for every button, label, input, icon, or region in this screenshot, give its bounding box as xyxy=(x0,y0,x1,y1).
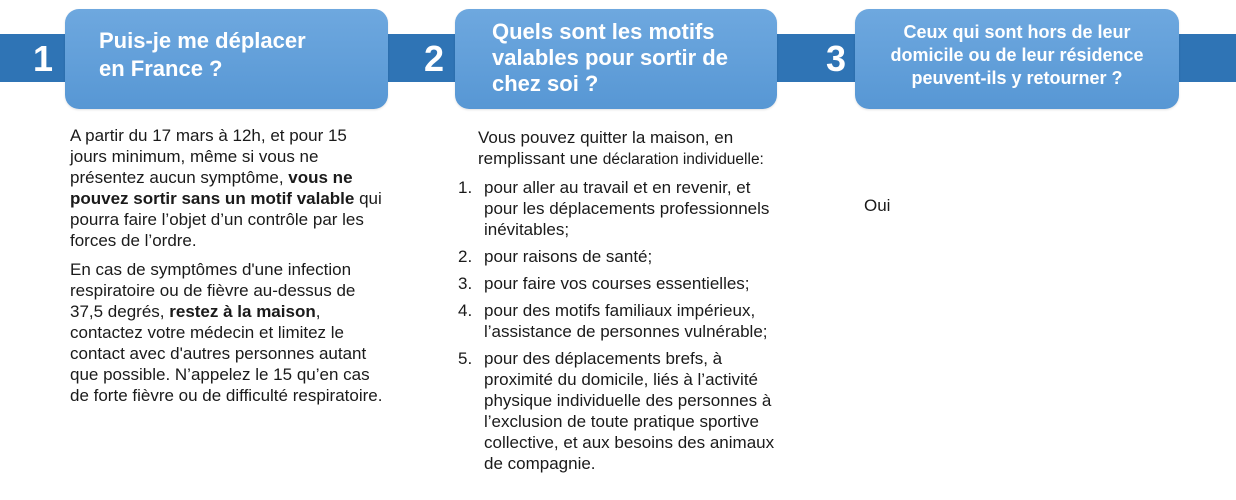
question-3-line-1: Ceux qui sont hors de leur xyxy=(903,22,1131,42)
text-line: inévitables; xyxy=(484,220,570,239)
answer-text: Oui xyxy=(864,196,891,215)
text-line: pour les déplacements professionnels xyxy=(484,199,770,218)
step-number-1: 1 xyxy=(32,38,54,79)
question-box-1 xyxy=(65,9,388,109)
text-line xyxy=(70,167,420,188)
text-line: contact avec d'autres personnes autant xyxy=(70,344,367,363)
text-line: l’assistance de personnes vulnérable; xyxy=(484,322,768,341)
list-number: 5. xyxy=(458,349,473,368)
paragraph-symptoms xyxy=(70,259,420,406)
text-line: En cas de symptômes d'une infection xyxy=(70,260,352,279)
bold-text: pouvez sortir sans un motif valable xyxy=(70,189,355,208)
text-line xyxy=(70,188,420,209)
paragraph-movement-rule xyxy=(70,125,420,251)
bold-text: restez à la maison xyxy=(169,302,316,321)
text-line: que possible. N’appelez le 15 qu’en cas xyxy=(70,365,370,384)
answer-column-3 xyxy=(864,195,890,216)
reasons-intro xyxy=(478,127,818,170)
text-line: de forte fièvre ou de difficulté respiratoire. xyxy=(70,386,383,405)
list-item xyxy=(458,348,818,474)
text-line: respiratoire ou de fièvre au-dessus de xyxy=(70,281,356,300)
question-2-line-3: chez soi ? xyxy=(492,71,599,96)
question-box-3 xyxy=(855,9,1179,109)
list-number: 3. xyxy=(458,274,473,293)
question-2-line-2: valables pour sortir de xyxy=(492,45,728,70)
text-span: déclaration individuelle: xyxy=(602,151,764,168)
step-number-2: 2 xyxy=(423,38,445,79)
text-line: pour des motifs familiaux impérieux, xyxy=(484,301,756,320)
text-line: collective, et aux besoins des animaux xyxy=(484,433,775,452)
text-line xyxy=(478,148,818,170)
text-span: 37,5 degrés, xyxy=(70,302,170,321)
list-item xyxy=(458,246,818,267)
text-line: Vous pouvez quitter la maison, en xyxy=(478,128,734,147)
text-line: pourra faire l’objet d’un contrôle par les xyxy=(70,210,364,229)
bold-text: vous ne xyxy=(288,168,353,187)
text-line: proximité du domicile, liés à l’activité xyxy=(484,370,758,389)
text-line: l’exclusion de toute pratique sportive xyxy=(484,412,759,431)
question-2-line-1: Quels sont les motifs xyxy=(492,19,715,44)
text-span: présentez aucun symptôme, xyxy=(70,168,289,187)
text-line: pour raisons de santé; xyxy=(484,247,653,266)
reasons-list xyxy=(458,177,818,474)
text-line xyxy=(70,301,420,322)
list-item xyxy=(458,273,818,294)
list-item xyxy=(458,177,818,240)
text-span: remplissant une xyxy=(478,149,603,168)
text-line: A partir du 17 mars à 12h, et pour 15 xyxy=(70,126,347,145)
text-line: contactez votre médecin et limitez le xyxy=(70,323,345,342)
question-1-line-2: en France ? xyxy=(99,56,223,81)
text-line: pour aller au travail et en revenir, et xyxy=(484,178,751,197)
answer-column-2 xyxy=(458,127,818,480)
text-span: , xyxy=(315,302,321,321)
answer-column-1 xyxy=(70,125,420,406)
list-number: 4. xyxy=(458,301,473,320)
text-line: pour des déplacements brefs, à xyxy=(484,349,723,368)
text-line: forces de l’ordre. xyxy=(70,231,197,250)
text-line: physique individuelle des personnes à xyxy=(484,391,772,410)
text-line: pour faire vos courses essentielles; xyxy=(484,274,750,293)
text-span: qui xyxy=(354,189,382,208)
text-line: jours minimum, même si vous ne xyxy=(70,147,319,166)
list-item xyxy=(458,300,818,342)
question-1-line-1: Puis-je me déplacer xyxy=(99,28,306,53)
question-box-2 xyxy=(455,9,777,109)
list-number: 2. xyxy=(458,247,473,266)
step-number-3: 3 xyxy=(825,38,847,79)
list-number: 1. xyxy=(458,178,473,197)
question-3-line-2: domicile ou de leur résidence xyxy=(890,45,1144,65)
question-3-line-3: peuvent-ils y retourner ? xyxy=(911,68,1123,88)
text-line: de compagnie. xyxy=(484,454,596,473)
